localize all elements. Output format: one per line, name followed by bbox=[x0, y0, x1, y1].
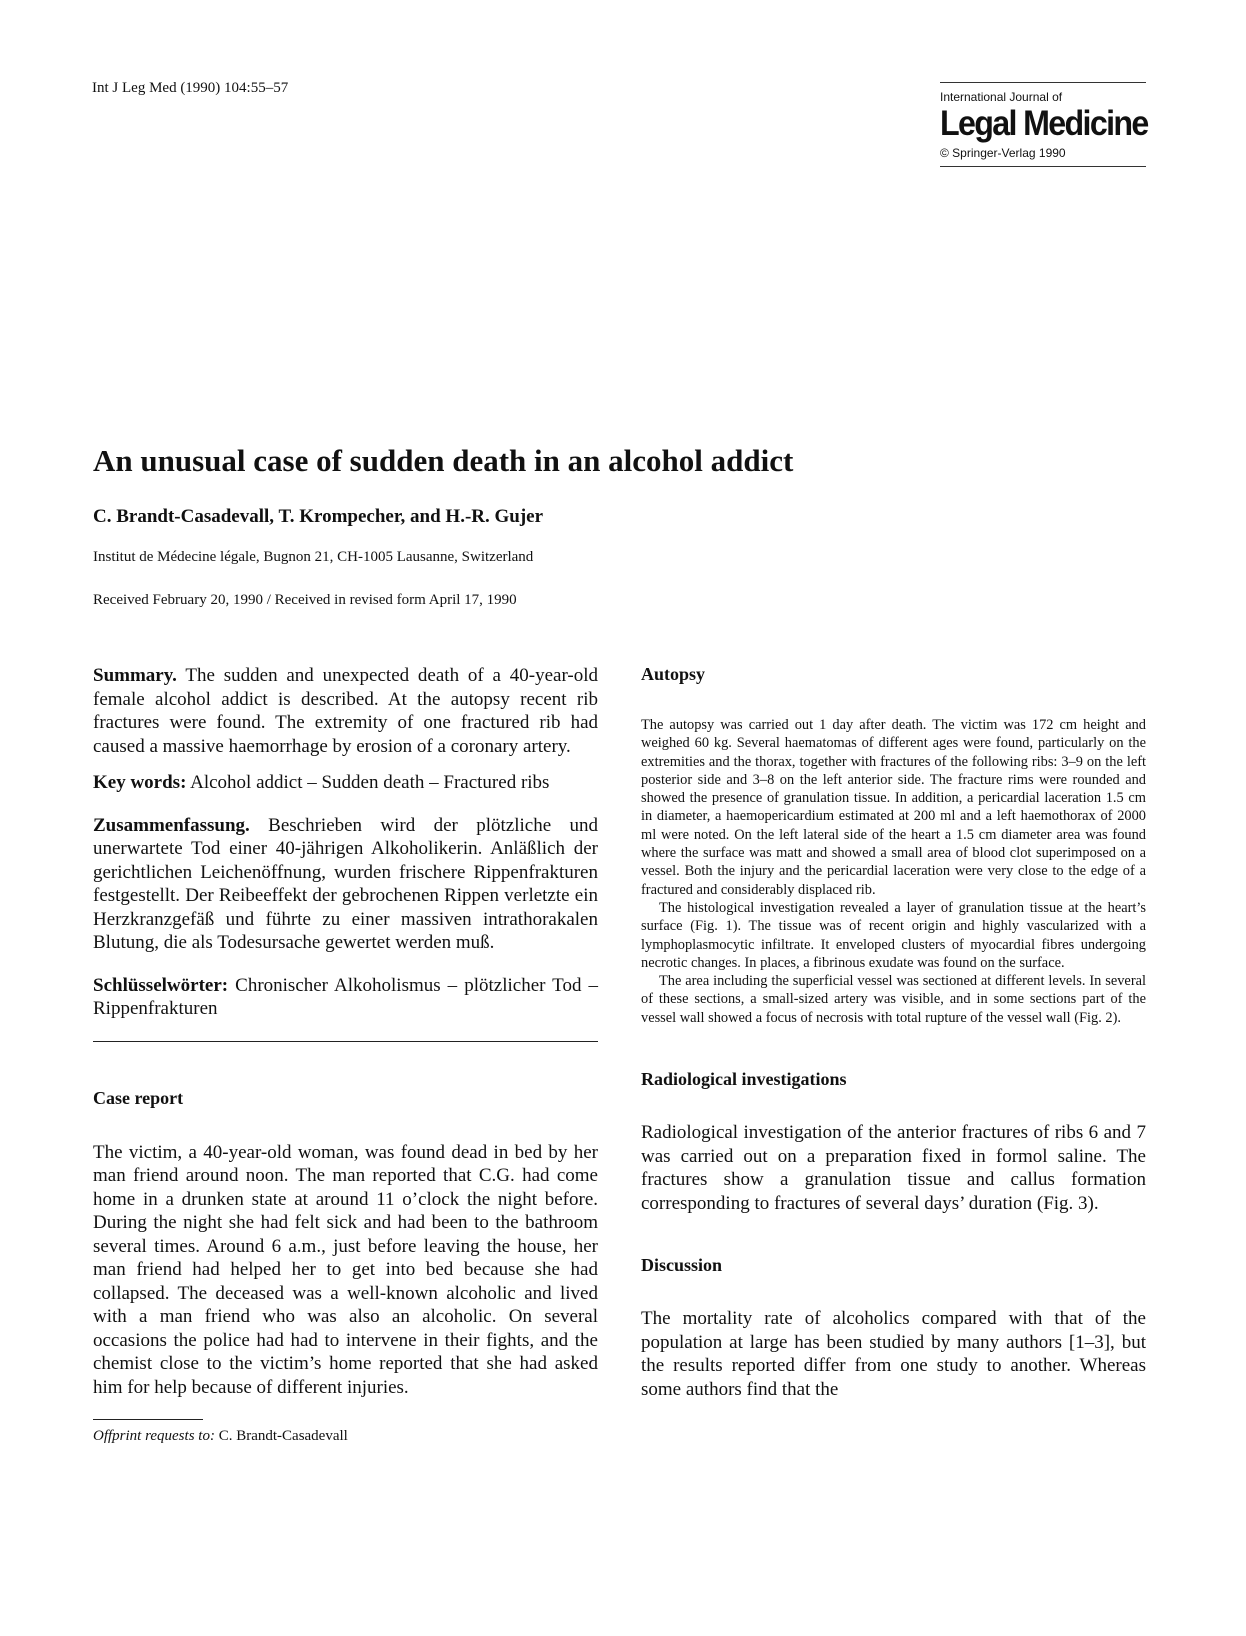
schluesselwoerter-label: Schlüsselwörter: bbox=[93, 974, 229, 996]
autopsy-heading: Autopsy bbox=[641, 664, 706, 684]
summary-label: Summary. bbox=[93, 665, 177, 686]
offprint-footnote bbox=[93, 1428, 598, 1445]
autopsy-section bbox=[641, 716, 1146, 1027]
journal-kicker: International Journal of bbox=[940, 90, 1063, 104]
abstract-divider bbox=[93, 1041, 598, 1042]
case-report-text: The victim, a 40-year-old woman, was found dead in bed by her man friend around noon. The man reported that C.G. had come home in a drunken state at around 11 o’clock the night before. During the night she had felt sick and had been to the bathroom several times. Around 6 a.m., just before leaving the house, her man friend had helped her to get into bed because she had collapsed. The deceased was a well-known alcoholic and lived with a man friend who was also an alcoholic. On several occasions the police had had to intervene in their fights, and the chemist close to the victim’s home reported that she had asked him for help because of different injuries. bbox=[93, 1141, 598, 1398]
citation: Int J Leg Med (1990) 104:55–57 bbox=[92, 80, 289, 96]
summary-paragraph bbox=[93, 664, 598, 758]
summary-text: The sudden and unexpected death of a 40-year-old female alcohol addict is described. At the autopsy recent rib fractures were found. The extremity of one fractured rib had caused a massive haemorrhage by erosion of a coronary artery. bbox=[93, 665, 598, 757]
offprint-text: C. Brandt-Casadevall bbox=[214, 1428, 348, 1444]
discussion-text: The mortality rate of alcoholics compared with that of the population at large has been studied by many authors [1–3], but the results reported differ from one study to another. Whereas some authors find that the bbox=[641, 1308, 1146, 1400]
schluesselwoerter-paragraph bbox=[93, 974, 598, 1021]
autopsy-paragraph-2: The histological investigation revealed a layer of granulation tissue at the heart’s surface (Fig. 1). The tissue was of recent origin and highly vascularized with a lymphoplasmocytic infiltrate. It enveloped clusters of myocardial fibres undergoing necrotic changes. In places, a fibrinous exudate was found on the surface. bbox=[641, 899, 1146, 971]
autopsy-paragraph-3: The area including the superficial vessel was sectioned at different levels. In several of these sections, a small-sized artery was visible, and in some sections part of the vessel wall showed a focus of necrosis with total rupture of the vessel wall (Fig. 2). bbox=[641, 973, 1146, 1026]
article-authors: C. Brandt-Casadevall, T. Krompecher, and H.-R. Gujer bbox=[93, 506, 544, 527]
autopsy-paragraph-1: The autopsy was carried out 1 day after death. The victim was 172 cm height and weighed 60 kg. Several haematomas of different ages were found, particularly on the extremities and the thorax, together with fractures of the following ribs: 3–9 on the left posterior side and 3–8 on the left anterior side. The fracture rims were rounded and showed the presence of granulation tissue. In addition, a pericardial laceration 1.5 cm in diameter, a haemopericardium estimated at 200 ml and a left haemothorax of 2000 ml were noted. On the left lateral side of the heart a 1.5 cm diameter area was found where the surface was matt and showed a small area of blood clot superimposed on a vessel. Both the injury and the pericardial laceration were very close to the edge of a fractured and considerably displaced rib. bbox=[641, 717, 1146, 898]
article-title: An unusual case of sudden death in an alcohol addict bbox=[93, 443, 794, 478]
left-column bbox=[93, 664, 598, 1445]
footnote-divider bbox=[93, 1419, 203, 1420]
journal-copyright: © Springer-Verlag 1990 bbox=[940, 146, 1066, 160]
keywords-paragraph bbox=[93, 771, 598, 795]
received-dates: Received February 20, 1990 / Received in revised form April 17, 1990 bbox=[93, 592, 517, 608]
keywords-text: Alcohol addict – Sudden death – Fractured ribs bbox=[186, 772, 550, 793]
radiological-heading: Radiological investigations bbox=[641, 1069, 847, 1090]
journal-name: Legal Medicine bbox=[940, 104, 1148, 143]
radiological-text: Radiological investigation of the anterior fractures of ribs 6 and 7 was carried out on a preparation fixed in formol saline. The fractures show a granulation tissue and callus formation corresponding to fractures of several days’ duration (Fig. 3). bbox=[641, 1122, 1146, 1214]
journal-masthead bbox=[940, 82, 1146, 167]
right-column bbox=[641, 664, 1146, 1401]
offprint-label: Offprint requests to: bbox=[93, 1428, 215, 1444]
schluesselwoerter-text: Chronischer Alkoholismus – plötzlicher Tod – Rippenfrakturen bbox=[93, 974, 598, 1019]
zusammenfassung-label: Zusammenfassung. bbox=[93, 814, 250, 836]
article-affiliation: Institut de Médecine légale, Bugnon 21, CH-1005 Lausanne, Switzerland bbox=[93, 549, 534, 565]
discussion-heading: Discussion bbox=[641, 1255, 723, 1276]
zusammenfassung-text: Beschrieben wird der plötzliche und unerwartete Tod einer 40-jährigen Alkoholikerin. Anläßlich der gerichtlichen Leichenöffnung, wurden frischere Rippenfrakturen festgestellt. Der Reibeeffekt der gebrochenen Rippen verletzte ein Herzkranzgefäß und führte zu einer massiven intrathorakalen Blutung, die als Todesursache gewertet werden muß. bbox=[93, 814, 598, 953]
zusammenfassung-paragraph bbox=[93, 814, 598, 955]
case-report-heading: Case report bbox=[93, 1087, 184, 1108]
keywords-label: Key words: bbox=[93, 772, 187, 793]
